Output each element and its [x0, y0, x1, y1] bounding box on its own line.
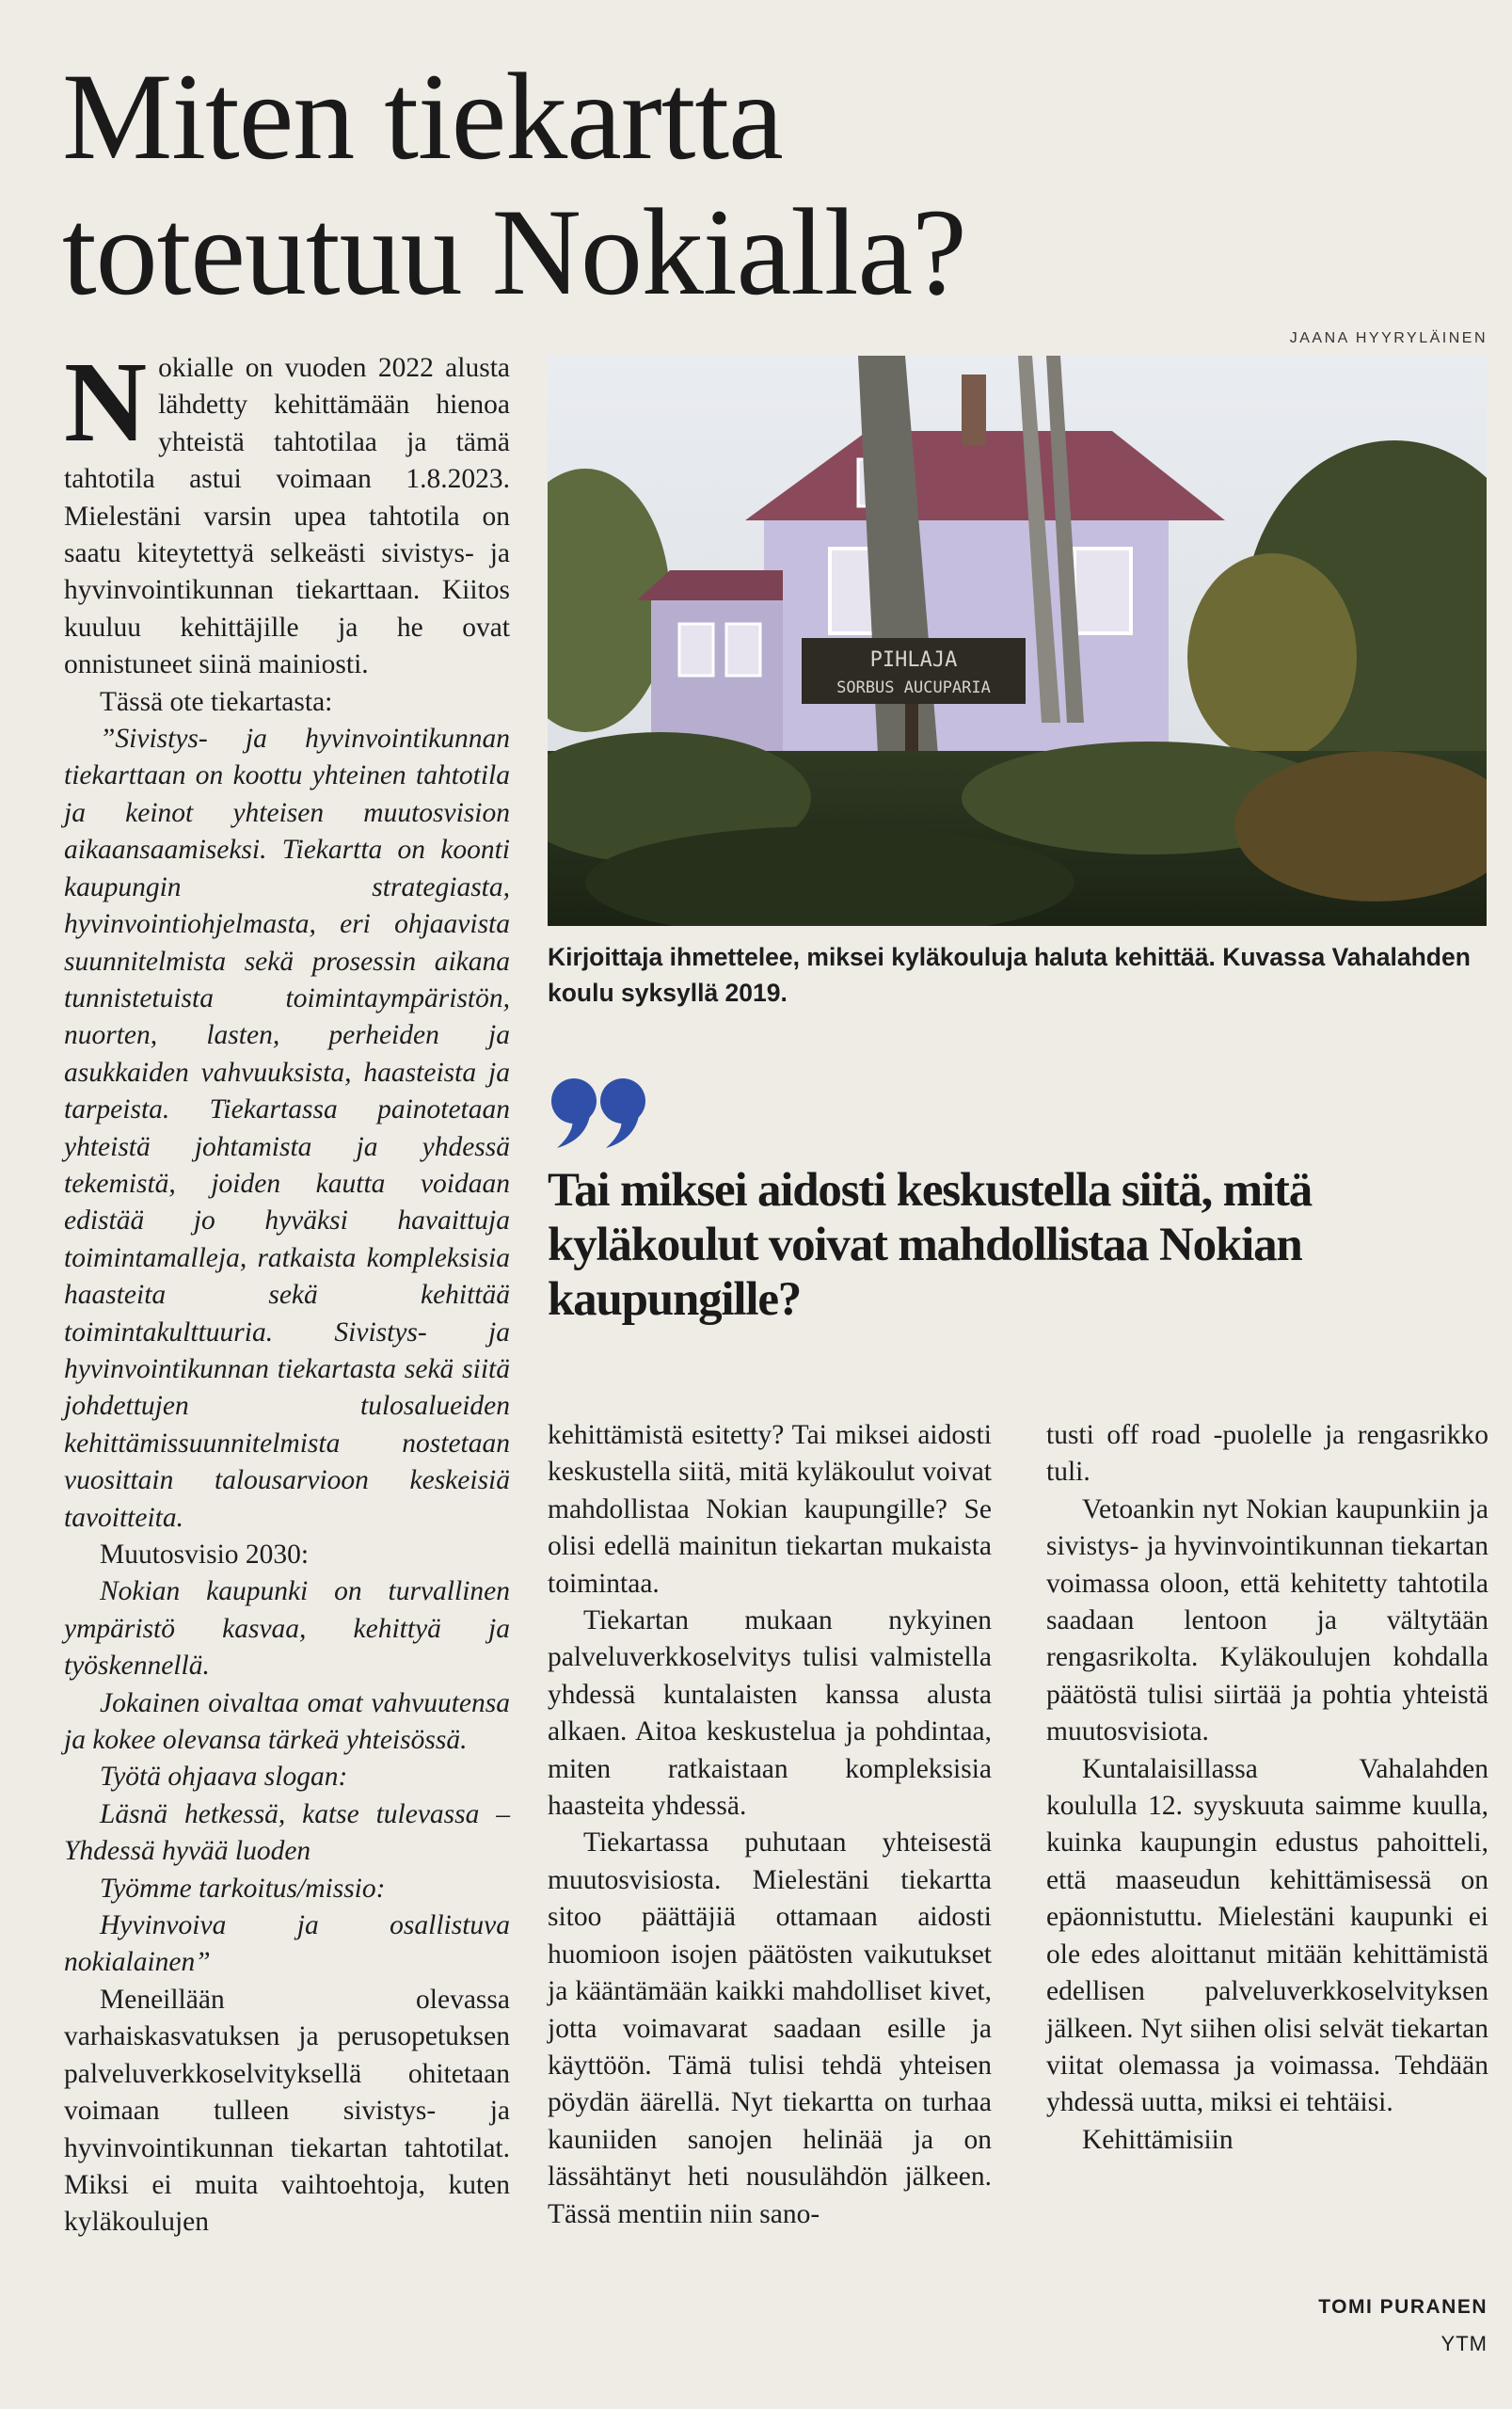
- col1-para-1: okialle on vuoden 2022 alusta lähdetty kehittämään hienoa yhteistä tahtotilaa ja tämä tahtotila astui voimaan 1.8.2023. Mielestäni varsin upea tahtotila on saatu kiteytettyä selkeästi sivistys- ja hyvinvointikunnan tiekarttaan. Kiitos kuuluu kehittäjille ja he ovat onnistuneet siinä mainiosti.: [64, 353, 510, 680]
- sign-text-1: PIHLAJA: [869, 648, 958, 672]
- col1-para-2: Tässä ote tiekartasta:: [100, 686, 333, 717]
- author-name: TOMI PURANEN: [1318, 2296, 1488, 2318]
- col3-para-1: tusti off road -puolelle ja rengasrikko tuli.: [1046, 1420, 1488, 1488]
- headline-line-1: Miten tiekartta: [62, 47, 783, 185]
- col1-para-3: ”Sivistys- ja hyvinvointikunnan tiekarttaan on koottu yhteinen tahtotila ja keinot yhteisen muutosvision aikaansaamiseksi. Tiekartta on koonti kaupungin strategiasta, hyvinvointiohjelmasta, eri ohjaavista suunnitelmista sekä prosessin aikana tunnistetuista toimintaympäristön, nuorten, lasten, perheiden ja asukkaiden vahvuuksista, haasteista ja tarpeista. Tiekartassa painotetaan yhteistä johtamista ja yhdessä tekemistä, joiden kautta voidaan edistää jo hyväksi havaittuja toimintamalleja, ratkaista kompleksisia haasteita sekä kehittää toimintakulttuuria. Sivistys- ja hyvinvointikunnan tiekartasta sekä siitä johdettujen tulosalueiden kehittämissuunnitelmista nostetaan vuosittain talousarvioon keskeisiä tavoitteita.: [64, 724, 510, 1533]
- article-column-2: [548, 1417, 992, 2233]
- col1-para-11: Meneillään olevassa varhaiskasvatuksen ja perusopetuksen palveluverkkoselvityksellä ohitetaan voimaan tulleen sivistys- ja hyvinvointikunnan tiekartan tahtotilat. Miksi ei muita vaihtoehtoja, kuten kyläkoulujen: [64, 1984, 510, 2238]
- headline: [62, 49, 1473, 320]
- headline-line-2: toteutuu Nokialla?: [62, 183, 966, 321]
- col2-para-2: Tiekartan mukaan nykyinen palveluverkkoselvitys tulisi valmistella yhdessä kuntalaisten kanssa alusta alkaen. Aitoa keskustelua ja pohdintaa, miten ratkaistaan kompleksisia haasteita yhdessä.: [548, 1605, 992, 1822]
- article-column-3: [1046, 1417, 1488, 2159]
- col3-para-4: Kehittämisiin: [1082, 2124, 1233, 2155]
- photo-illustration: [548, 356, 1487, 926]
- col1-para-9: Työmme tarkoitus/missio:: [100, 1873, 386, 1904]
- col3-para-3: Kuntalaisillassa Vahalahden koululla 12. syyskuuta saimme kuulla, kuinka kaupungin edustus pahoitteli, että maaseudun kehittämisessä on epäonnistuttu. Mielestäni kaupunki ei ole edes aloittanut mitään kehittämistä edellisen palveluverkkoselvityksen jälkeen. Nyt siihen olisi selvät tiekartan viitat olemassa ja voimassa. Tehdään yhdessä uutta, miksi ei tehtäisi.: [1046, 1753, 1488, 2118]
- col2-para-1: kehittämistä esitetty? Tai miksei aidosti keskustella siitä, mitä kyläkoulut voivat mahdollistaa Nokian kaupungille? Se olisi edellä mainitun tiekartan mukaista toimintaa.: [548, 1420, 992, 1599]
- article-photo: [548, 356, 1487, 926]
- dropcap: N: [64, 339, 148, 466]
- col3-para-2: Vetoankin nyt Nokian kaupunkiin ja sivistys- ja hyvinvointikunnan tiekartan voimassa oloon, että kehitetty tahtotila saadaan lentoon ja vältytään rengasrikolta. Kyläkoulujen kohdalla päätöstä tulisi siirtää ja pohtia yhteistä muutosvisiota.: [1046, 1493, 1488, 1747]
- article-column-1: [64, 339, 510, 2241]
- author-title: YTM: [1440, 2332, 1488, 2355]
- sign-text-2: SORBUS AUCUPARIA: [836, 678, 991, 697]
- quote-mark-icon: [548, 1073, 651, 1150]
- col1-para-4: Muutosvisio 2030:: [100, 1540, 310, 1570]
- col1-para-8: Läsnä hetkessä, katse tulevassa – Yhdessä hyvää luoden: [64, 1798, 510, 1867]
- col2-para-3: Tiekartassa puhutaan yhteisestä muutosvisiosta. Mielestäni tiekartta sitoo päättäjiä ottamaan aidosti huomioon isojen päätösten vaikutukset ja kääntämään kaikki mahdolliset kivet, jotta voimavarat saadaan esille ja käyttöön. Tämä tulisi tehdä yhteisen pöydän äärellä. Nyt tiekartta on turhaa kauniiden sanojen helinää ja on lässähtänyt heti nousulähdön jälkeen. Tässä mentiin niin sano-: [548, 1827, 992, 2229]
- photo-caption: Kirjoittaja ihmettelee, miksei kyläkouluja haluta kehittää. Kuvassa Vahalahden koulu syksyllä 2019.: [548, 943, 1471, 1007]
- col1-para-7: Työtä ohjaava slogan:: [100, 1762, 348, 1793]
- col1-para-6: Jokainen oivaltaa omat vahvuutensa ja kokee olevansa tärkeä yhteisössä.: [64, 1687, 510, 1756]
- pull-quote: Tai miksei aidosti keskustella siitä, mitä kyläkoulut voivat mahdollistaa Nokian kaupungille?: [548, 1164, 1312, 1326]
- photo-byline: JAANA HYYRYLÄINEN: [1289, 330, 1488, 346]
- col1-para-5: Nokian kaupunki on turvallinen ympäristö kasvaa, kehittyä ja työskennellä.: [64, 1576, 510, 1682]
- col1-para-10: Hyvinvoiva ja osallistuva nokialainen”: [64, 1910, 510, 1978]
